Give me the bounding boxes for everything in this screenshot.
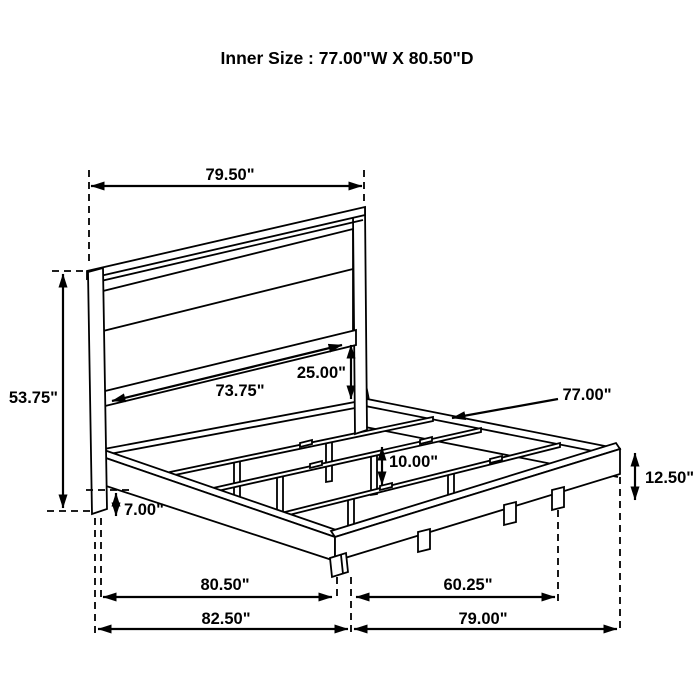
dim-label-inner-width: 73.75" — [215, 382, 265, 400]
diagram-title: Inner Size : 77.00"W X 80.50"D — [220, 48, 474, 68]
dim-label-support-height: 10.00" — [389, 453, 439, 471]
dim-label-overall-width: 79.00" — [458, 610, 508, 628]
dim-label-rail-height: 12.50" — [645, 469, 695, 487]
dim-label-leg-height: 7.00" — [124, 501, 164, 519]
dim-label-slat-length: 77.00" — [562, 386, 612, 404]
headboard-right-post — [353, 208, 367, 434]
dim-label-headboard-width: 79.50" — [205, 166, 255, 184]
front-corner-leg — [330, 553, 348, 577]
dim-label-foot-span: 60.25" — [443, 576, 493, 594]
headboard-left-post — [88, 268, 107, 514]
dim-label-panel-height: 25.00" — [296, 364, 346, 382]
dim-label-overall-depth: 82.50" — [201, 610, 251, 628]
dim-label-headboard-height: 53.75" — [8, 389, 58, 407]
dim-label-inner-depth: 80.50" — [200, 576, 250, 594]
